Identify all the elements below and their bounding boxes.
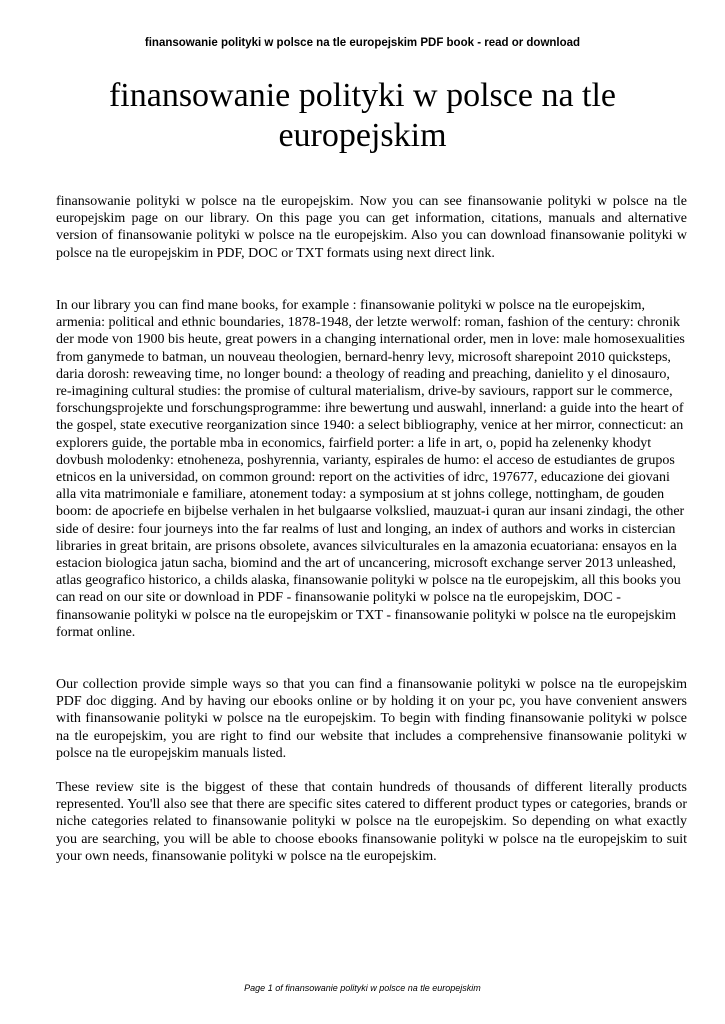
review-site-paragraph: These review site is the biggest of these that contain hundreds of thousands of different literally products represented. You'll also see that there are specific sites catered to different product types or categories, brands or niche categories related to finansowanie polityki w polsce na tle europejskim. So depending on what exactly you are searching, you will be able to choose ebooks finansowanie polityki w polsce na tle europejskim to suit your own needs, finansowanie polityki w polsce na tle europejskim. — [56, 780, 687, 864]
library-books-paragraph: In our library you can find mane books, for example : finansowanie polityki w polsce na tle europejskim, armenia: political and ethnic boundaries, 1878-1948, der letzte werwolf: roman, fashion of the century: chronik der mode von 1900 bis heute, great powers in a changing international order, men in love: male homosexualities from ganymede to batman, un nouveau theologien, bernard-henry levy, microsoft sharepoint 2010 quicksteps, daria dorosh: reweaving time, no longer bound: a theology of reading and preaching, danielito y el dinosauro, re-imagining cultural studies: the promise of cultural materialism, drive-by saviours, rapport sur le commerce, forschungsprojekte und forschungsprogramme: ihre bewertung und auswahl, innerland: a guide into the heart of the gospel, state executive reorganization since 1940: a select bibliography, venice at her mirror, connecticut: an explorers guide, the portable mba in economics, fairfield porter: a life in art, o, popid ha zelenenky khodyt dovbush molodenky: etnoheneza, poshyrennia, varianty, espirales de humo: el acceso de estudiantes de grupos etnicos en la universidad, on common ground: report on the activities of idrc, 197677, educazione dei giovani alla vita matrimoniale e familiare, atonement today: a symposium at st johns college, nottingham, de gouden boom: de apocriefe en bijbelse verhalen in het bulgaarse volkslied, mauzuat-i quran aur insani zindagi, the other side of desire: four journeys into the far realms of lust and longing, an index of authors and works in cistercian libraries in great britain, are prisons obsolete, avances silviculturales en la amazonia ecuatoriana: ensayos en la estacion biologica jatun sacha, biomind and the art of uncancering, microsoft exchange server 2013 unleashed, atlas geografico historico, a childs alaska, finansowanie polityki w polsce na tle europejskim, all this books you can read on our site or download in PDF - finansowanie polityki w polsce na tle europejskim, DOC - finansowanie polityki w polsce na tle europejskim or TXT - finansowanie polityki w polsce na tle europejskim format online. — [56, 298, 685, 640]
page-footer: Page 1 of finansowanie polityki w polsce na tle europejskim — [244, 983, 481, 993]
document-title: finansowanie polityki w polsce na tle europejskim — [108, 77, 617, 154]
intro-paragraph: finansowanie polityki w polsce na tle europejskim. Now you can see finansowanie polityki w polsce na tle europejskim page on our library. On this page you can get information, citations, manuals and alternative version of finansowanie polityki w polsce na tle europejskim. Also you can download finansowanie polityki w polsce na tle europejskim in PDF, DOC or TXT formats using next direct link. — [56, 194, 687, 261]
collection-paragraph: Our collection provide simple ways so that you can find a finansowanie polityki w polsce na tle europejskim PDF doc digging. And by having our ebooks online or by holding it on your pc, you have convenient answers with finansowanie polityki w polsce na tle europejskim. To begin with finding finansowanie polityki w polsce na tle europejskim, you are right to find our website that includes a comprehensive finansowanie polityki w polsce na tle europejskim manuals listed. — [56, 677, 687, 761]
page-header: finansowanie polityki w polsce na tle europejskim PDF book - read or download — [144, 37, 581, 49]
